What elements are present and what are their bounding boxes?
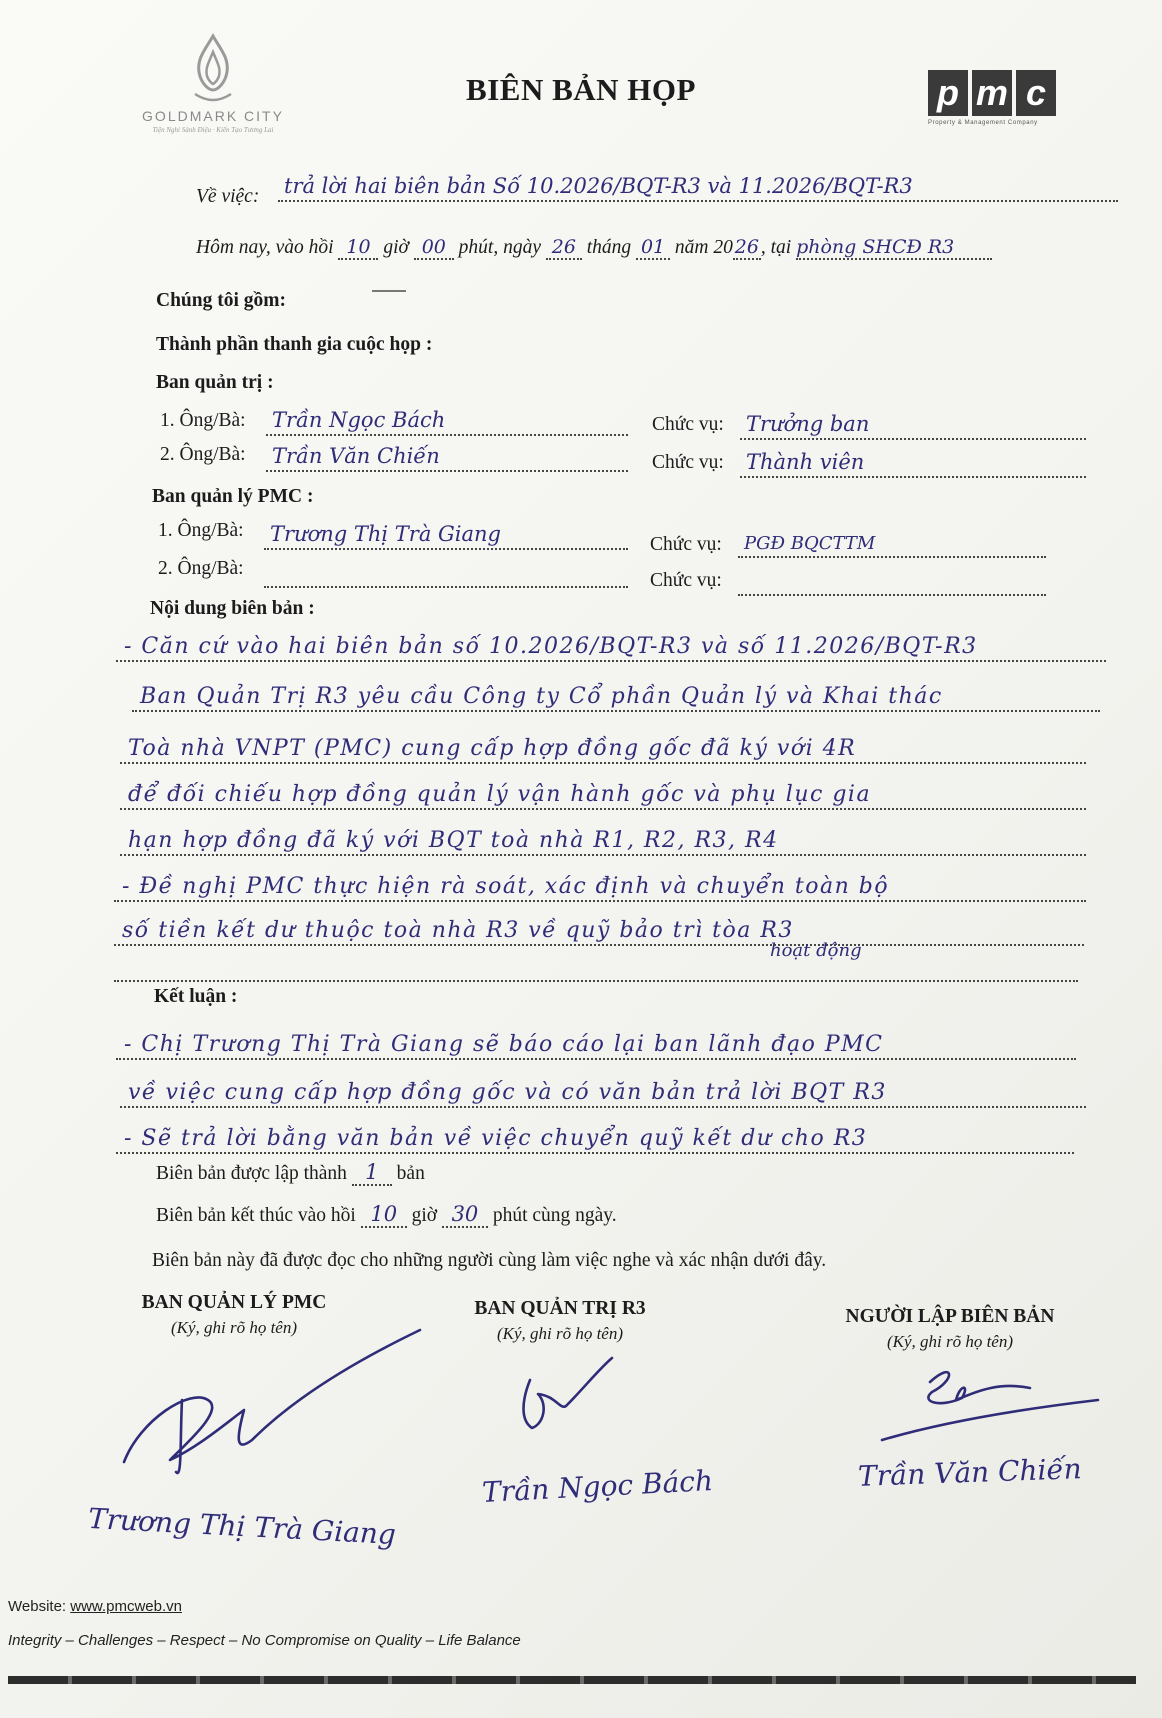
content-line: - Đề nghị PMC thực hiện rà soát, xác định và chuyển toàn bộ	[114, 866, 1086, 902]
time-label-1: Hôm nay, vào hồi	[196, 237, 334, 258]
bqt-member-1-name: Trần Ngọc Bách	[272, 408, 446, 432]
conclusion-line: - Chị Trương Thị Trà Giang sẽ báo cáo lại ban lãnh đạo PMC	[116, 1024, 1076, 1060]
signature-scribble-pmc	[124, 1330, 420, 1462]
bqt-member-2-name: Trần Văn Chiến	[272, 444, 440, 468]
bqt-member-1-label: 1. Ông/Bà:	[160, 410, 246, 431]
end-minute: 30	[442, 1202, 488, 1228]
participants-heading: Thành phần thanh gia cuộc họp :	[156, 334, 433, 355]
bqt-member-2-position-label: Chức vụ:	[652, 452, 724, 473]
meeting-day: 26	[546, 236, 582, 260]
pmc-letter-c: c	[1016, 70, 1056, 116]
document-title: BIÊN BẢN HỌP	[466, 72, 696, 107]
content-line: để đối chiếu hợp đồng quản lý vận hành gốc và phụ lục gia	[120, 774, 1086, 810]
content-heading: Nội dung biên bản :	[150, 598, 315, 619]
signature-name-recorder: Trần Văn Chiến	[857, 1452, 1083, 1493]
time-label-6: , tại	[760, 237, 792, 258]
pmc-member-1-label: 1. Ông/Bà:	[158, 520, 244, 541]
pmc-member-2-position-label: Chức vụ:	[650, 570, 722, 591]
time-label-2: giờ	[383, 237, 409, 258]
pmc-member-1-position-label: Chức vụ:	[650, 534, 722, 555]
bqt-member-2-label: 2. Ông/Bà:	[160, 444, 246, 465]
bqt-member-1-position: Trưởng ban	[746, 412, 870, 436]
signature-hint-bqt: (Ký, ghi rõ họ tên)	[496, 1324, 624, 1343]
pmc-letter-m: m	[972, 70, 1012, 116]
brand-tagline: Tiện Nghi Sành Điệu · Kiến Tạo Tương Lai	[152, 126, 274, 134]
conclusion-line: về việc cung cấp hợp đồng gốc và có văn bản trả lời BQT R3	[120, 1072, 1086, 1108]
signature-scribble-bqt	[524, 1358, 613, 1428]
signature-hint-recorder: (Ký, ghi rõ họ tên)	[886, 1332, 1014, 1351]
time-label-5: năm	[674, 237, 709, 258]
year-prefix: 20	[713, 237, 733, 258]
bqt-member-2-position: Thành viên	[746, 450, 865, 474]
content-line: Toà nhà VNPT (PMC) cung cấp hợp đồng gốc đã ký với 4R	[120, 728, 1086, 764]
content-line: Ban Quản Trị R3 yêu cầu Công ty Cổ phần Quản lý và Khai thác	[132, 676, 1100, 712]
meeting-month: 01	[636, 236, 670, 260]
signature-name-pmc: Trương Thị Trà Giang	[87, 1501, 397, 1552]
pmc-member-2-label: 2. Ông/Bà:	[158, 558, 244, 579]
signature-hint-pmc: (Ký, ghi rõ họ tên)	[170, 1318, 298, 1337]
content-line: hạn hợp đồng đã ký với BQT toà nhà R1, R2, R3, R4	[120, 820, 1086, 856]
signature-name-bqt: Trần Ngọc Bách	[481, 1463, 714, 1510]
conclusion-heading: Kết luận :	[154, 986, 238, 1007]
end-hour-unit: giờ	[411, 1205, 438, 1226]
pmc-tagline: Property & Management Company	[928, 120, 1038, 126]
end-minute-unit: phút cùng ngày.	[492, 1205, 617, 1226]
content-line: - Căn cứ vào hai biên bản số 10.2026/BQT-R3 và số 11.2026/BQT-R3	[116, 626, 1106, 662]
we-are-heading: Chúng tôi gồm:	[156, 290, 287, 311]
brand-name: GOLDMARK CITY	[142, 108, 284, 124]
website-link[interactable]: www.pmcweb.vn	[70, 1598, 182, 1615]
end-time-label: Biên bản kết thúc vào hồi	[156, 1205, 356, 1226]
read-confirm-note: Biên bản này đã được đọc cho những người cùng làm việc nghe và xác nhận dưới đây.	[152, 1250, 827, 1271]
signature-title-pmc: BAN QUẢN LÝ PMC	[141, 1292, 327, 1313]
bqt-heading: Ban quản trị :	[156, 372, 274, 393]
footer-values: Integrity – Challenges – Respect – No Compromise on Quality – Life Balance	[8, 1632, 521, 1649]
pmc-letter-p: p	[928, 70, 968, 116]
footer-website	[8, 1598, 182, 1615]
copies-unit: bản	[396, 1163, 425, 1184]
pmc-member-1-position: PGĐ BQCTTM	[744, 533, 876, 554]
signature-title-bqt: BAN QUẢN TRỊ R3	[474, 1298, 646, 1319]
meeting-hour: 10	[338, 236, 378, 260]
subject-value: trả lời hai biên bản Số 10.2026/BQT-R3 và 11.2026/BQT-R3	[284, 174, 913, 198]
time-label-4: tháng	[586, 237, 632, 258]
website-label: Website:	[8, 1598, 67, 1615]
bqt-member-1-position-label: Chức vụ:	[652, 414, 724, 435]
content-insert-note: hoạt động	[770, 940, 862, 961]
pmc-member-1-name: Trương Thị Trà Giang	[270, 522, 501, 546]
content-line: số tiền kết dư thuộc toà nhà R3 về quỹ bảo trì tòa R3	[114, 910, 1084, 946]
copies-value: 1	[352, 1160, 392, 1186]
meeting-minute: 00	[414, 236, 454, 260]
meeting-place: phòng SHCĐ R3	[796, 236, 992, 260]
signature-scribble-recorder	[882, 1372, 1098, 1440]
time-label-3: phút, ngày	[458, 237, 541, 258]
end-hour: 10	[361, 1202, 407, 1228]
signature-title-recorder: NGƯỜI LẬP BIÊN BẢN	[845, 1306, 1055, 1327]
subject-label: Về việc:	[196, 186, 260, 207]
copies-label: Biên bản được lập thành	[156, 1163, 347, 1184]
meeting-year-suffix: 26	[734, 236, 759, 258]
footer-bar	[8, 1676, 1136, 1684]
conclusion-line: - Sẽ trả lời bằng văn bản về việc chuyển quỹ kết dư cho R3	[116, 1118, 1074, 1154]
pmc-heading: Ban quản lý PMC :	[152, 486, 314, 507]
